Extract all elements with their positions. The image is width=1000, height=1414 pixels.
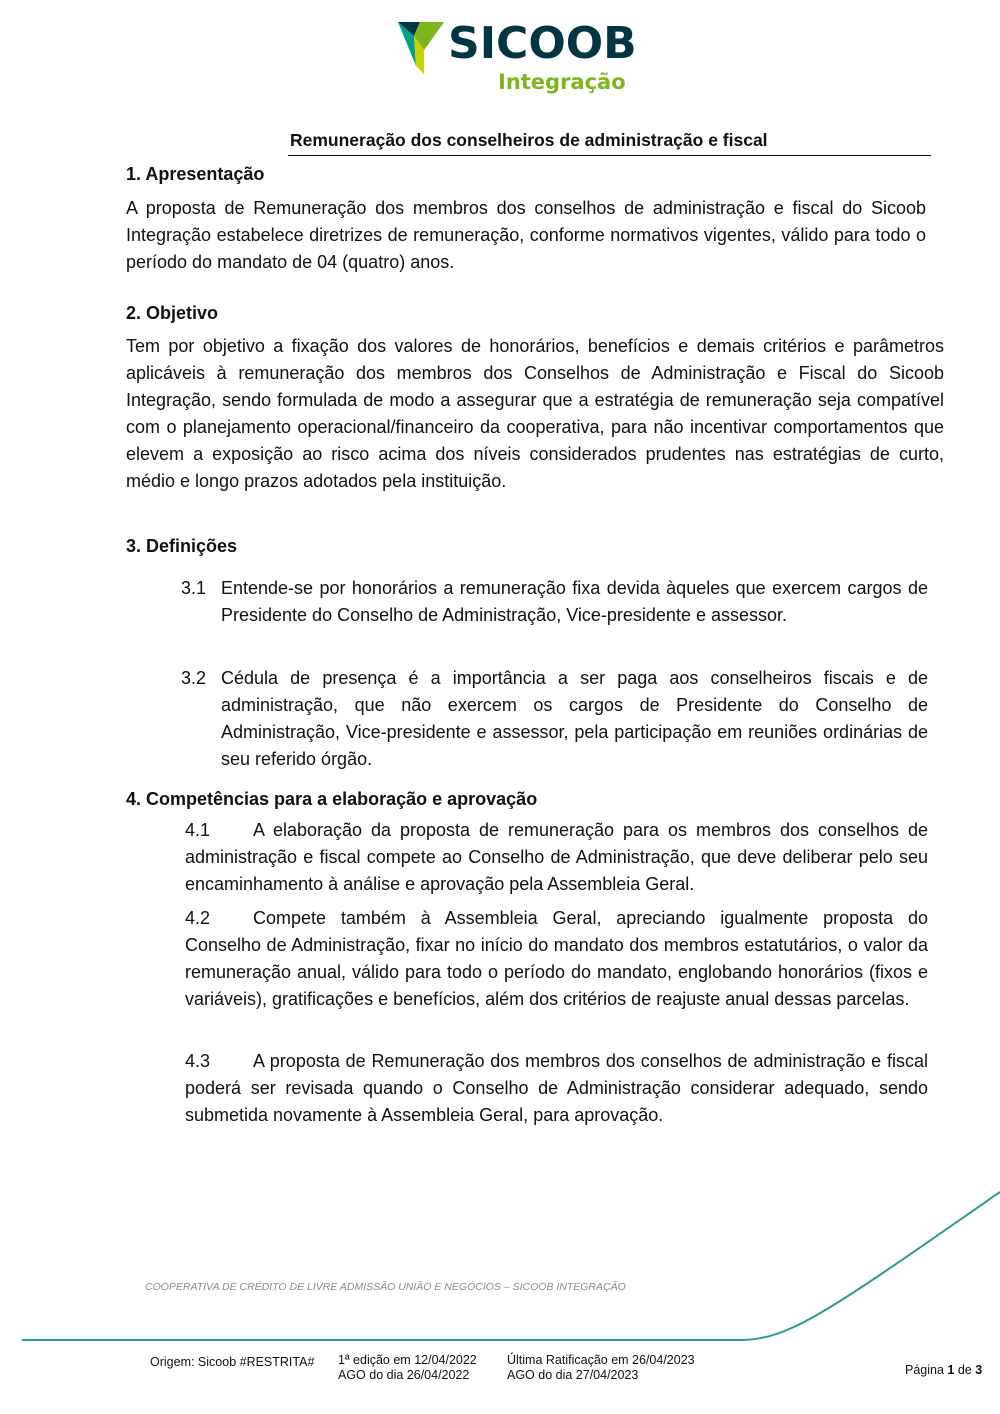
footer-ratification: [507, 1353, 695, 1383]
competence-number: 4.2: [185, 908, 211, 928]
competence-text: A proposta de Remuneração dos membros dos conselhos de administração e fiscal poderá ser revisada quando o Conselho de Administração considerar adequado, sendo submetida novamente à Assembleia Geral, para aprovação.: [185, 1051, 928, 1125]
sicoob-logo: [398, 18, 637, 98]
footer-edition-line1: 1ª edição em 12/04/2022: [338, 1353, 477, 1367]
footer-decorative-line: [0, 1180, 1000, 1350]
page-label: Página: [905, 1363, 944, 1377]
footer-edition: [338, 1353, 477, 1383]
footer-ratification-line2: AGO do dia 27/04/2023: [507, 1368, 639, 1382]
definition-number: 3.1: [181, 578, 207, 598]
definition-text: Entende-se por honorários a remuneração fixa devida àqueles que exercem cargos de Presidente do Conselho de Administração, Vice-presidente e assessor.: [221, 578, 928, 625]
sicoob-logo-icon: [398, 22, 450, 76]
section-1-text: A proposta de Remuneração dos membros dos conselhos de administração e fiscal do Sicoob Integração estabelece diretrizes de remuneração, conforme normativos vigentes, válido para todo o período do mandato de 04 (quatro) anos.: [126, 198, 926, 272]
document-title: Remuneração dos conselheiros de administração e fiscal: [290, 130, 768, 150]
competence-number: 4.1: [185, 820, 211, 840]
section-4-heading: 4. Competências para a elaboração e aprovação: [126, 789, 538, 809]
footer-ratification-line1: Última Ratificação em 26/04/2023: [507, 1353, 695, 1367]
title-underline: [288, 155, 931, 156]
page-total: 3: [975, 1363, 983, 1377]
page-current: 1: [947, 1363, 955, 1377]
section-1-heading: 1. Apresentação: [126, 164, 265, 184]
footer-cooperative-name: COOPERATIVA DE CRÉDITO DE LIVRE ADMISSÃO UNIÃO E NEGÓCIOS – SICOOB INTEGRAÇÃO: [145, 1281, 626, 1293]
definition-item: [181, 575, 928, 629]
footer-edition-line2: AGO do dia 26/04/2022: [338, 1368, 470, 1382]
section-3-heading: 3. Definições: [126, 536, 238, 556]
section-2-heading: 2. Objetivo: [126, 303, 219, 323]
competence-number: 4.3: [185, 1051, 211, 1071]
competence-text: A elaboração da proposta de remuneração para os membros dos conselhos de administração e fiscal compete ao Conselho de Administração, que deve deliberar pelo seu encaminhamento à análise e aprovação pela Assembleia Geral.: [185, 820, 928, 894]
logo-sub-text: Integração: [498, 70, 626, 94]
competence-item: [185, 1048, 928, 1129]
competence-text: Compete também à Assembleia Geral, apreciando igualmente proposta do Conselho de Administração, fixar no início do mandato dos membros estatutários, o valor da remuneração anual, válido para todo o período do mandato, englobando honorários (fixos e variáveis), gratificações e benefícios, além dos critérios de reajuste anual dessas parcelas.: [185, 908, 928, 1009]
competence-item: [185, 905, 928, 1013]
definition-text: Cédula de presença é a importância a ser paga aos conselheiros fiscais e de administração, que não exercem os cargos de Presidente do Conselho de Administração, Vice-presidente e assessor, pela participação em reuniões ordinárias de seu referido órgão.: [221, 668, 928, 769]
definition-number: 3.2: [181, 668, 207, 688]
logo-brand-text: SICOOB: [448, 18, 637, 69]
footer-origin: Origem: Sicoob #RESTRITA#: [150, 1355, 315, 1369]
competence-item: [185, 817, 928, 898]
page-separator: de: [957, 1363, 972, 1377]
definition-item: [181, 665, 928, 773]
section-2-text: Tem por objetivo a fixação dos valores de honorários, benefícios e demais critérios e parâmetros aplicáveis à remuneração dos membros dos Conselhos de Administração e Fiscal do Sicoob Integração, sendo formulada de modo a assegurar que a estratégia de remuneração seja compatível com o planejamento operacional/financeiro da cooperativa, para não incentivar comportamentos que elevem a exposição ao risco acima dos níveis considerados prudentes nas estratégias de curto, médio e longo prazos adotados pela instituição.: [126, 336, 944, 491]
page-number: [905, 1363, 982, 1377]
